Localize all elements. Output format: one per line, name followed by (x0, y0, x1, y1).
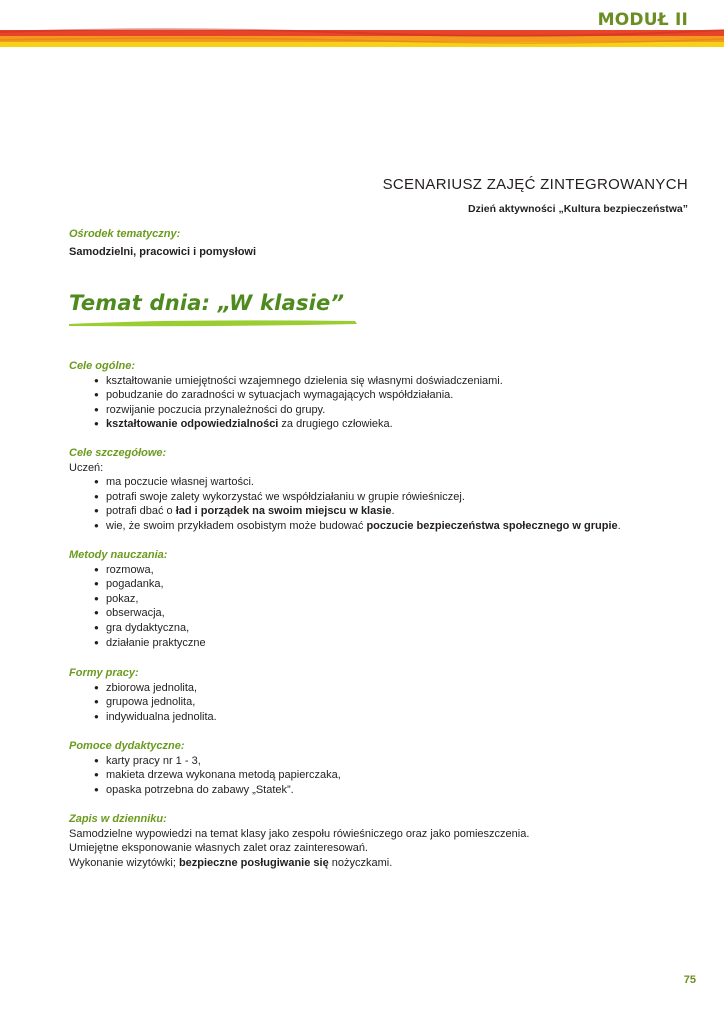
cele-szczegolowe-heading: Cele szczegółowe: (69, 447, 167, 459)
zapis-line: Wykonanie wizytówki; bezpieczne posługiwanie się nożyczkami. (69, 856, 393, 869)
list-item: ● zbiorowa jednolita, (94, 681, 699, 696)
module-label: MODUŁ II (597, 10, 688, 30)
list-item: ● gra dydaktyczna, (94, 621, 699, 636)
cele-szczegolowe-intro: Uczeń: (69, 461, 104, 474)
cele-szczegolowe-section (69, 446, 699, 534)
list-item: ● opaska potrzebna do zabawy „Statek”. (94, 783, 699, 798)
list-item: ● rozmowa, (94, 563, 699, 578)
osrodek-text: Samodzielni, pracowici i pomysłowi (69, 245, 257, 258)
osrodek-section (69, 227, 699, 259)
list-item: ● kształtowanie umiejętności wzajemnego dzielenia się własnymi doświadczeniami. (94, 374, 699, 389)
page-number: 75 (683, 974, 696, 986)
list-item: ● potrafi swoje zalety wykorzystać we współdziałaniu w grupie rówieśniczej. (94, 490, 699, 505)
zapis-line: Samodzielne wypowiedzi na temat klasy jako zespołu rówieśniczego oraz jako pomieszczenia. (69, 827, 530, 840)
formy-section (69, 666, 699, 724)
list-item: ● karty pracy nr 1 - 3, (94, 754, 699, 769)
list-item: ● pokaz, (94, 592, 699, 607)
list-item: ● działanie praktyczne (94, 636, 699, 651)
list-item: ● indywidualna jednolita. (94, 710, 699, 725)
list-item: ● pogadanka, (94, 577, 699, 592)
metody-heading: Metody nauczania: (69, 549, 168, 561)
list-item: ● kształtowanie odpowiedzialności za drugiego człowieka. (94, 417, 699, 432)
list-item: ● wie, że swoim przykładem osobistym może budować poczucie bezpieczeństwa społecznego w grupie. (94, 519, 699, 534)
list-item: ● grupowa jednolita, (94, 695, 699, 710)
list-item: ● ma poczucie własnej wartości. (94, 475, 699, 490)
zapis-heading: Zapis w dzienniku: (69, 813, 167, 825)
topic-underline (67, 318, 367, 328)
metody-section (69, 548, 699, 650)
zapis-section (69, 812, 699, 870)
cele-ogolne-heading: Cele ogólne: (69, 360, 136, 372)
scenario-title: SCENARIUSZ ZAJĘĆ ZINTEGROWANYCH (382, 176, 688, 193)
list-item: ● makieta drzewa wykonana metodą papierczaka, (94, 768, 699, 783)
osrodek-heading: Ośrodek tematyczny: (69, 228, 181, 240)
pomoce-section (69, 739, 699, 797)
list-item: ● obserwacja, (94, 606, 699, 621)
list-item: ● rozwijanie poczucia przynależności do grupy. (94, 403, 699, 418)
day-topic-title: Temat dnia: „W klasie” (69, 291, 345, 315)
list-item: ● potrafi dbać o ład i porządek na swoim miejscu w klasie. (94, 504, 699, 519)
formy-heading: Formy pracy: (69, 667, 139, 679)
scenario-subtitle: Dzień aktywności „Kultura bezpieczeństwa” (468, 203, 688, 215)
cele-ogolne-section (69, 359, 699, 432)
list-item: ● pobudzanie do zaradności w sytuacjach wymagających współdziałania. (94, 388, 699, 403)
zapis-line: Umiejętne eksponowanie własnych zalet oraz zainteresowań. (69, 842, 368, 855)
pomoce-heading: Pomoce dydaktyczne: (69, 740, 185, 752)
